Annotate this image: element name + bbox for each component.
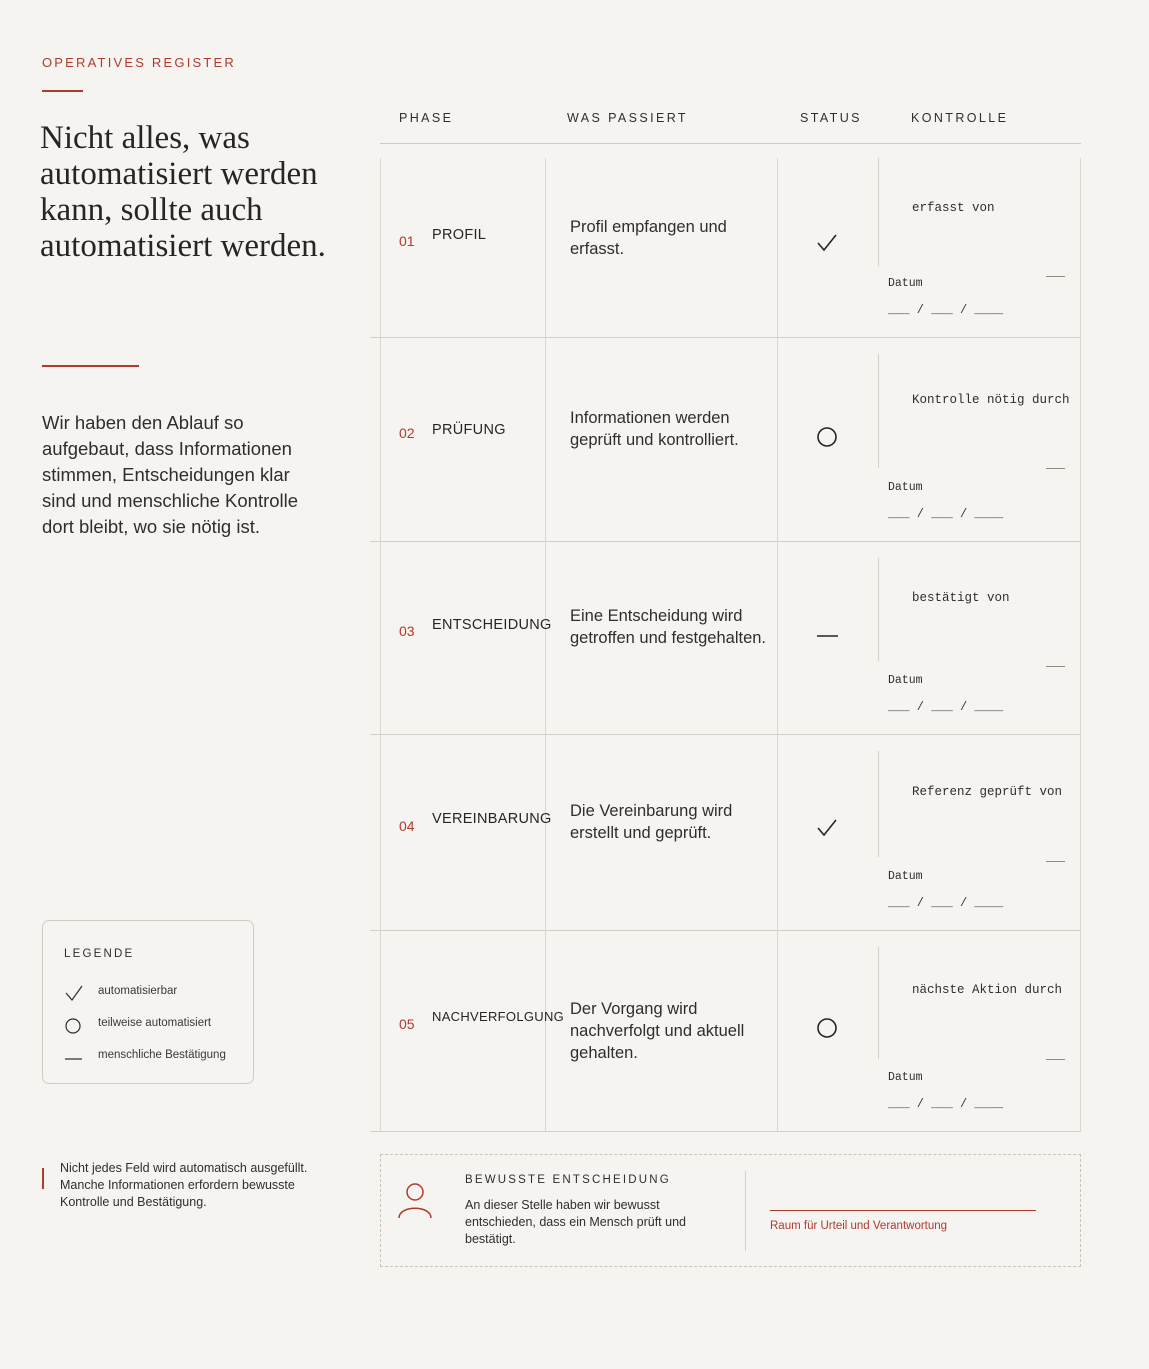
control-label: nächste Aktion durch xyxy=(912,983,1063,997)
legend-label: menschliche Bestätigung xyxy=(98,1049,226,1061)
date-label: Datum xyxy=(888,277,923,290)
column-divider xyxy=(545,158,546,338)
phase-name: NACHVERFOLGUNG xyxy=(432,1009,565,1024)
legend-item-human xyxy=(63,1047,253,1067)
row-border-right xyxy=(1080,158,1081,338)
intro-text: Wir haben den Ablauf so aufgebaut, dass Informationen stimmen, Entscheidungen klar sind und menschliche Kontrolle dort bleibt, wo sie nötig ist. xyxy=(42,412,299,537)
phase-number: 01 xyxy=(399,233,415,249)
table-row xyxy=(370,144,1081,338)
decision-box xyxy=(380,1154,1081,1267)
control-label: erfasst von xyxy=(912,201,995,215)
phase-description: Informationen werden geprüft und kontrolliert. xyxy=(570,409,739,449)
row-border-right xyxy=(1080,338,1081,542)
table-row xyxy=(370,735,1081,931)
dash-icon xyxy=(815,624,839,648)
table-row xyxy=(370,931,1081,1132)
note-accent-bar xyxy=(42,1168,44,1189)
decision-divider xyxy=(745,1171,746,1251)
signature-line[interactable] xyxy=(1046,666,1065,667)
decision-body: An dieser Stelle haben wir bewusst entschieden, dass ein Mensch prüft und bestätigt. xyxy=(465,1198,686,1246)
dash-icon xyxy=(63,1047,85,1067)
phase-number: 03 xyxy=(399,623,415,639)
column-divider xyxy=(545,735,546,931)
row-border-right xyxy=(1080,542,1081,735)
person-icon xyxy=(395,1180,435,1220)
legend-label: teilweise automatisiert xyxy=(98,1017,212,1029)
phase-description: Profil empfangen und erfasst. xyxy=(570,218,727,258)
date-label: Datum xyxy=(888,674,923,687)
circle-icon xyxy=(63,1015,85,1035)
column-header-status: STATUS xyxy=(800,111,862,125)
column-divider xyxy=(545,338,546,542)
date-label: Datum xyxy=(888,1071,923,1084)
signature-line[interactable] xyxy=(1046,861,1065,862)
check-icon xyxy=(815,816,839,840)
date-field[interactable]: ___ / ___ / ____ xyxy=(888,700,1004,714)
date-field[interactable]: ___ / ___ / ____ xyxy=(888,1097,1004,1111)
row-border-left xyxy=(380,542,381,735)
legend-title: LEGENDE xyxy=(64,948,135,960)
legend-item-automatable xyxy=(63,983,253,1003)
date-label: Datum xyxy=(888,870,923,883)
phase-name: PRÜFUNG xyxy=(432,422,506,438)
phase-name: ENTSCHEIDUNG xyxy=(432,617,552,633)
phase-number: 04 xyxy=(399,818,415,834)
column-divider xyxy=(545,542,546,735)
control-divider xyxy=(878,947,879,1059)
column-header-control: KONTROLLE xyxy=(911,111,1009,125)
footnote-text: Nicht jedes Feld wird automatisch ausgefüllt. Manche Informationen erfordern bewusste Kontrolle und Bestätigung. xyxy=(60,1161,308,1209)
phase-number: 05 xyxy=(399,1016,415,1032)
legend-item-partial xyxy=(63,1015,253,1035)
phase-name: VEREINBARUNG xyxy=(432,811,552,827)
check-icon xyxy=(63,983,85,1003)
row-border-right xyxy=(1080,931,1081,1132)
control-divider xyxy=(878,751,879,857)
judgement-caption: Raum für Urteil und Verantwortung xyxy=(770,1220,948,1232)
phase-description: Der Vorgang wird nachverfolgt und aktuell gehalten. xyxy=(570,1000,745,1062)
accent-rule xyxy=(42,90,83,92)
accent-rule-divider xyxy=(42,365,139,367)
row-border-right xyxy=(1080,735,1081,931)
phase-number: 02 xyxy=(399,425,415,441)
date-field[interactable]: ___ / ___ / ____ xyxy=(888,507,1004,521)
legend-box xyxy=(42,920,254,1084)
control-label: Referenz geprüft von xyxy=(912,785,1063,799)
column-header-phase: PHASE xyxy=(399,111,454,125)
signature-line[interactable] xyxy=(1046,276,1065,277)
row-border-left xyxy=(380,931,381,1132)
table-row xyxy=(370,338,1081,542)
date-field[interactable]: ___ / ___ / ____ xyxy=(888,303,1004,317)
phase-description: Eine Entscheidung wird getroffen und festgehalten. xyxy=(570,607,767,647)
page-title: Nicht alles, was automatisiert werden kann, sollte auch automatisiert werden. xyxy=(40,120,326,264)
table-row xyxy=(370,542,1081,735)
judgement-line[interactable] xyxy=(770,1210,1036,1211)
check-icon xyxy=(815,231,839,255)
circle-icon xyxy=(815,1016,839,1040)
row-border-left xyxy=(380,338,381,542)
row-border-left xyxy=(380,158,381,338)
column-divider xyxy=(545,931,546,1132)
column-header-what: WAS PASSIERT xyxy=(567,111,688,125)
legend-label: automatisierbar xyxy=(98,985,178,997)
control-divider xyxy=(878,354,879,468)
control-label: bestätigt von xyxy=(912,591,1010,605)
date-label: Datum xyxy=(888,481,923,494)
control-divider xyxy=(878,158,879,266)
row-border-left xyxy=(380,735,381,931)
signature-line[interactable] xyxy=(1046,468,1065,469)
phase-description: Die Vereinbarung wird erstellt und geprüft. xyxy=(570,802,733,842)
circle-icon xyxy=(815,425,839,449)
signature-line[interactable] xyxy=(1046,1059,1065,1060)
control-divider xyxy=(878,558,879,661)
date-field[interactable]: ___ / ___ / ____ xyxy=(888,896,1004,910)
decision-title: BEWUSSTE ENTSCHEIDUNG xyxy=(465,1174,671,1186)
control-label: Kontrolle nötig durch xyxy=(912,393,1070,407)
phase-name: PROFIL xyxy=(432,227,487,243)
section-eyebrow: OPERATIVES REGISTER xyxy=(42,55,236,70)
